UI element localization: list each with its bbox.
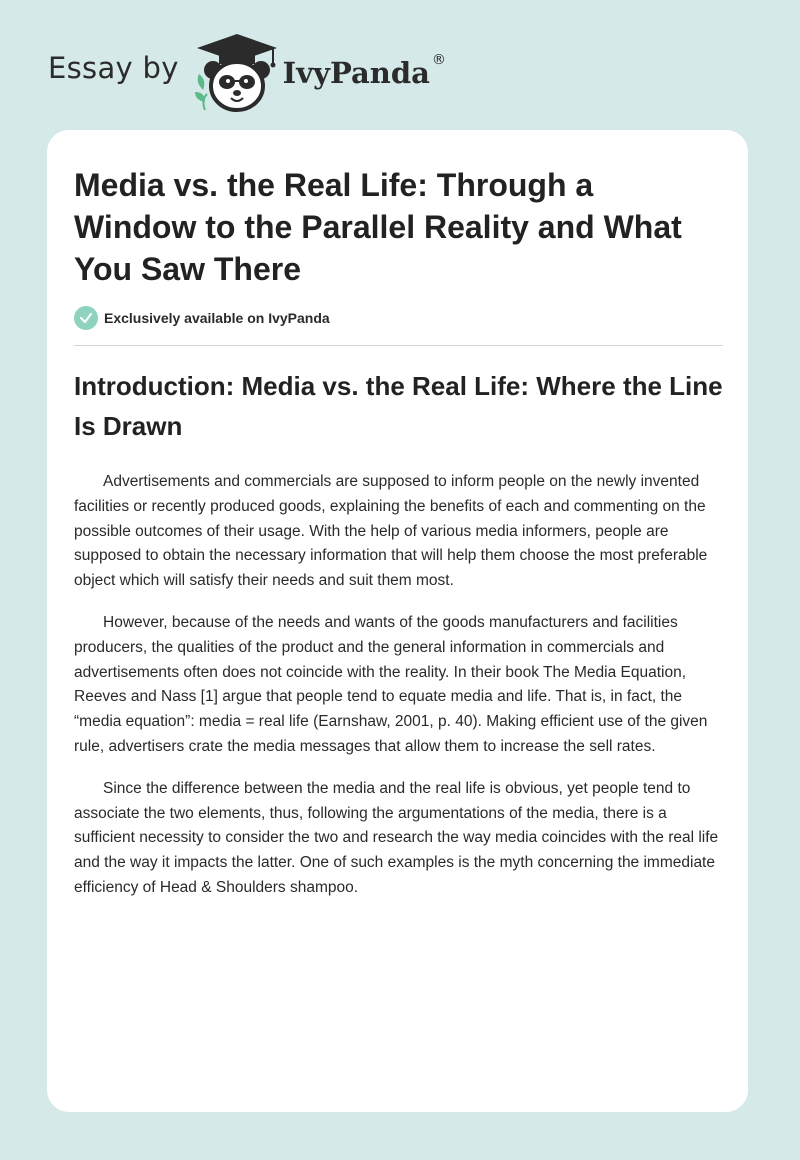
registered-mark: ® [431,52,446,68]
check-icon [74,306,98,330]
divider [74,345,723,346]
exclusive-badge [74,306,330,330]
panda-logo-icon[interactable] [193,30,281,116]
site-header [48,28,446,118]
brand-name[interactable]: IvyPanda ® [282,52,446,90]
section-heading: Introduction: Media vs. the Real Life: Where the Line Is Drawn [74,371,723,441]
paragraph: Advertisements and commercials are supposed to inform people on the newly invented facilities or recently produced goods, explaining the benefits of each and commenting on the possible outcomes of their usage. With the help of various media informers, people are supposed to obtain the necessary information that will help them choose the most preferable object which will satisfy their needs and suit them most. [74,473,708,590]
paragraph: Since the difference between the media and the real life is obvious, yet people tend to associate the two elements, thus, following the argumentations of the media, there is a sufficient necessity to consider the two and research the way media coincides with the real life and the way it impacts the latter. One of such examples is the myth concerning the immediate efficiency of Head & Shoulders shampoo. [74,779,719,896]
paragraph: However, because of the needs and wants of the goods manufacturers and facilities producers, the qualities of the product and the general information in commercials and advertisements often does not coincide with the reality. In their book The Media Equation, Reeves and Nass [1] argue that people tend to equate media and life. That is, in fact, the “media equation”: media = real life (Earnshaw, 2001, p. 40). Making efficient use of the given rule, advertisers crate the media messages that allow them to increase the sell rates. [74,613,708,755]
essay-body [74,470,726,918]
essay-by-label: Essay by [48,51,179,85]
essay-card [47,130,748,1112]
essay-title: Media vs. the Real Life: Through a Window to the Parallel Reality and What You Saw There [74,167,682,287]
exclusive-badge-label: Exclusively available on IvyPanda [104,310,330,326]
